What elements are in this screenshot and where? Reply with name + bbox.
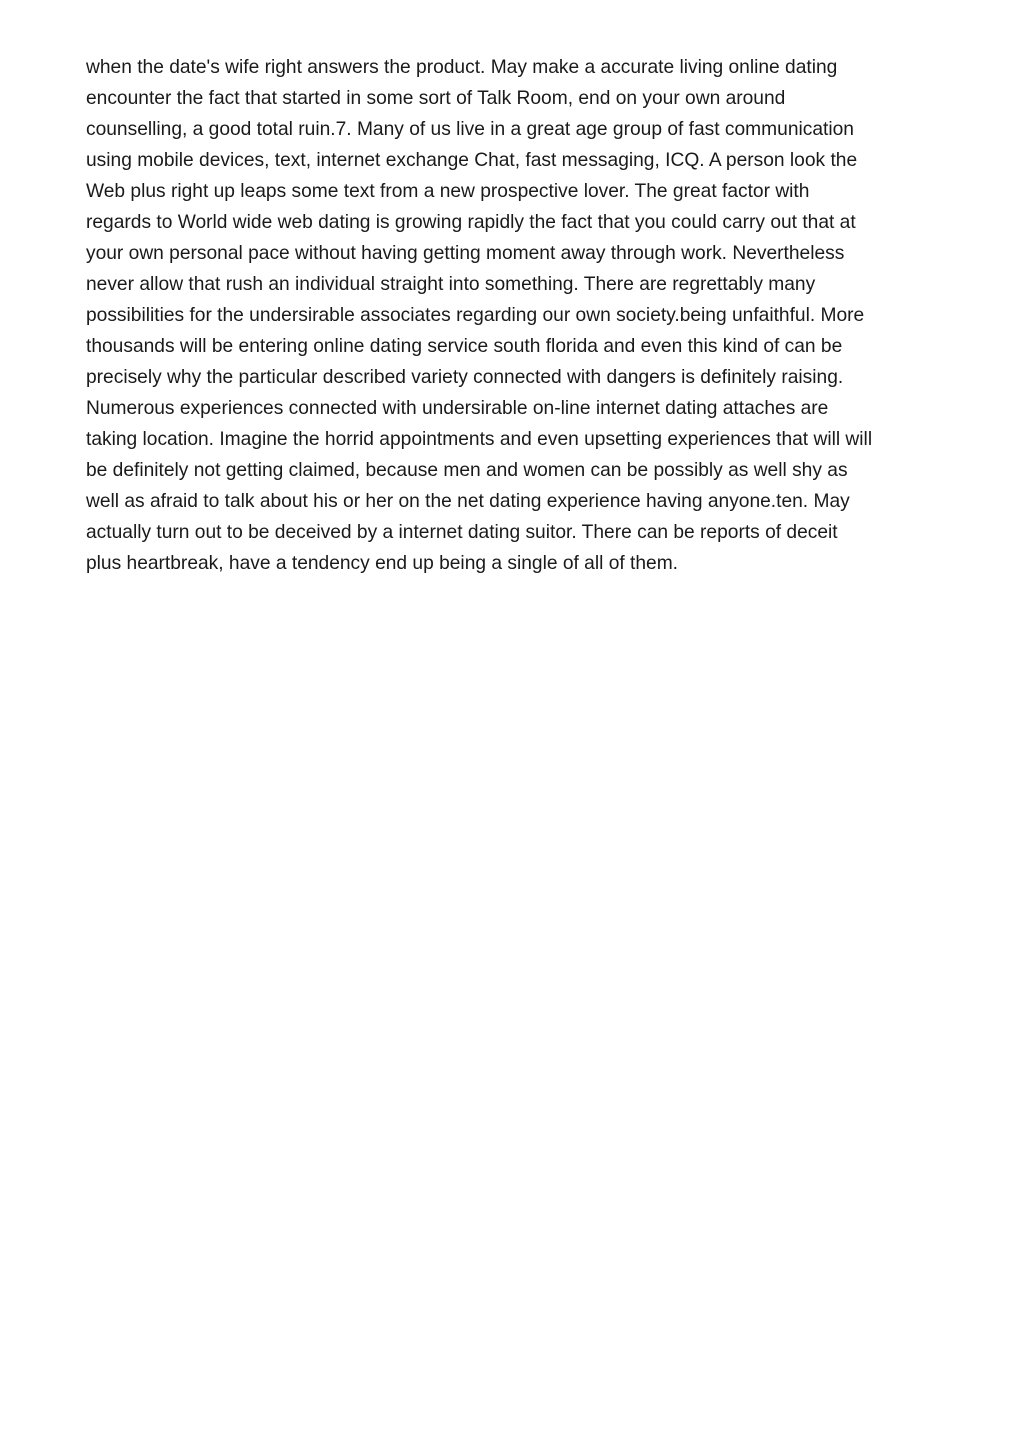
paragraph-line: encounter the fact that started in some sort of Talk Room, end on your own around (86, 88, 786, 109)
paragraph-line: possibilities for the undersirable associates regarding our own society.being unfaithful. More (86, 305, 865, 326)
paragraph-line: precisely why the particular described variety connected with dangers is definitely raising. (86, 367, 844, 388)
paragraph-line: Web plus right up leaps some text from a new prospective lover. The great factor with (86, 181, 810, 202)
paragraph-line: actually turn out to be deceived by a internet dating suitor. There can be reports of deceit (86, 522, 838, 543)
paragraph-line: using mobile devices, text, internet exchange Chat, fast messaging, ICQ. A person look the (86, 150, 858, 171)
paragraph-line: when the date's wife right answers the product. May make a accurate living online dating (86, 57, 838, 78)
paragraph-line: Numerous experiences connected with undersirable on-line internet dating attaches are (86, 398, 829, 419)
paragraph-line: regards to World wide web dating is growing rapidly the fact that you could carry out that at (86, 212, 856, 233)
body-paragraph (86, 52, 946, 579)
paragraph-line: plus heartbreak, have a tendency end up being a single of all of them. (86, 553, 679, 574)
paragraph-line: your own personal pace without having getting moment away through work. Nevertheless (86, 243, 845, 264)
paragraph-line: counselling, a good total ruin.7. Many of us live in a great age group of fast communication (86, 119, 854, 140)
paragraph-line: be definitely not getting claimed, because men and women can be possibly as well shy as (86, 460, 848, 481)
paragraph-line: well as afraid to talk about his or her on the net dating experience having anyone.ten. May (86, 491, 850, 512)
paragraph-line: thousands will be entering online dating service south florida and even this kind of can be (86, 336, 843, 357)
paragraph-line: never allow that rush an individual straight into something. There are regrettably many (86, 274, 816, 295)
paragraph-line: taking location. Imagine the horrid appointments and even upsetting experiences that will will (86, 429, 873, 450)
